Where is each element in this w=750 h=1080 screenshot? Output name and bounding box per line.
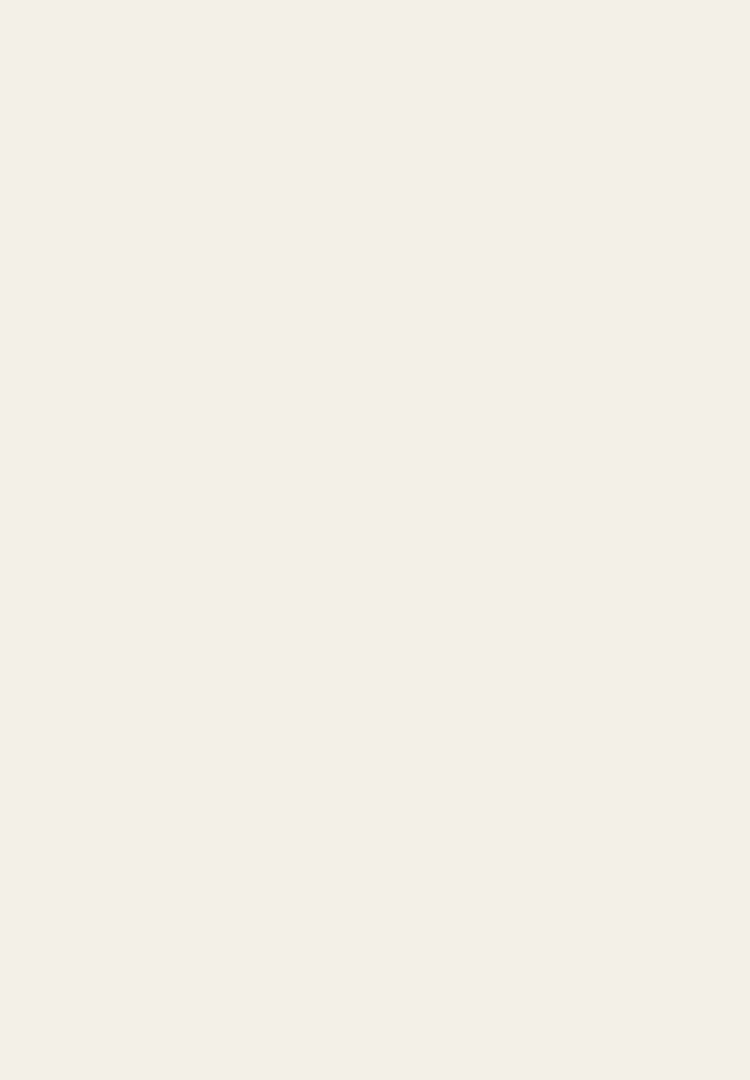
page-body-text	[80, 63, 672, 81]
